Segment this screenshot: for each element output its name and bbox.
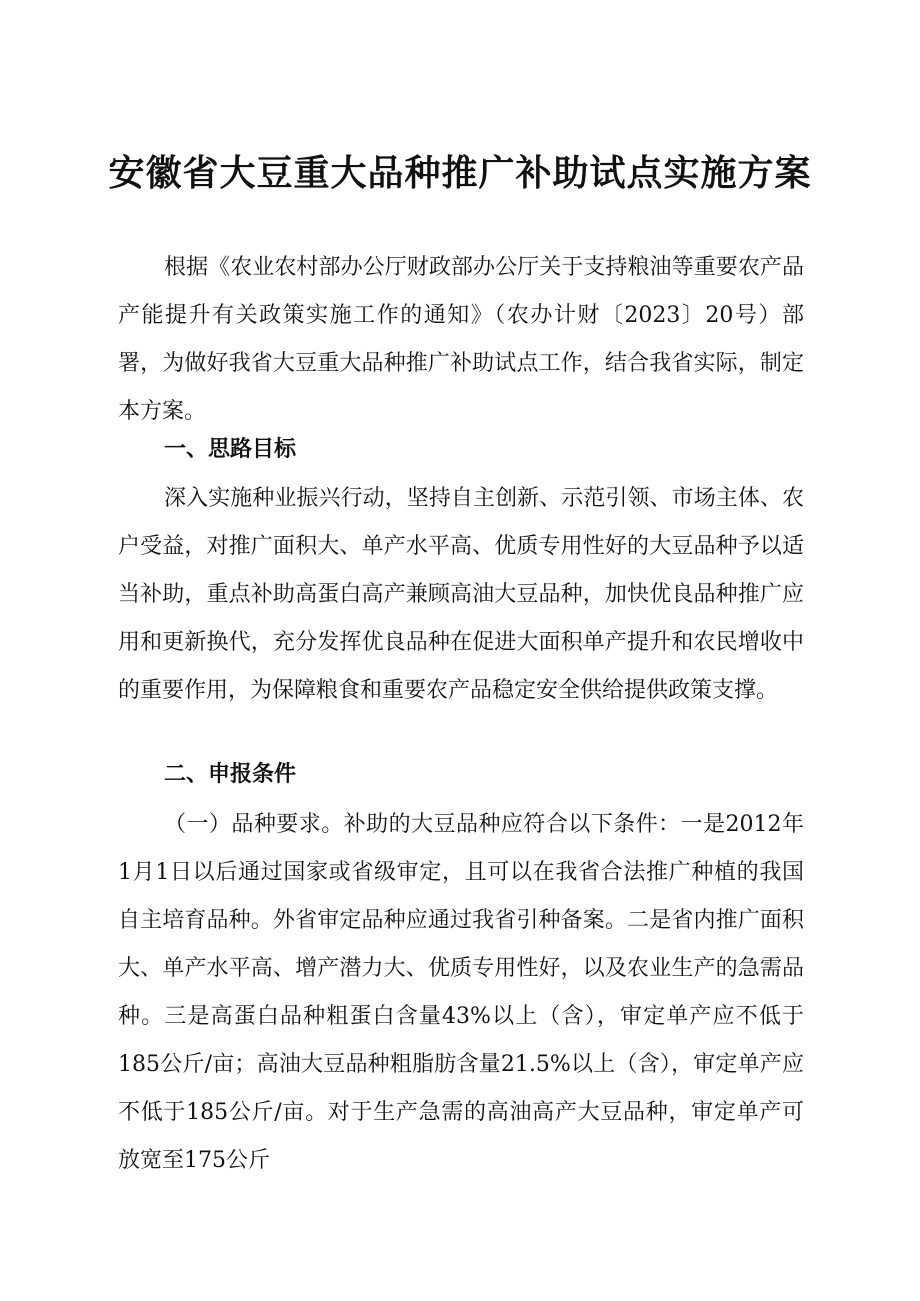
section-body-goals: 深入实施种业振兴行动，坚持自主创新、示范引领、市场主体、农户受益，对推广面积大、单产水平高、优质专用性好的大豆品种予以适当补助，重点补助高蛋白高产兼顾高油大豆品种，加快优良品种推广应用和更新换代，充分发挥优良品种在促进大面积单产提升和农民增收中的重要作用，为保障粮食和重要农产品稳定安全供给提供政策支撑。 [118,486,804,703]
intro-paragraph: 根据《农业农村部办公厅财政部办公厅关于支持粮油等重要农产品产能提升有关政策实施工作的通知》（农办计财〔2023〕20号）部署，为做好我省大豆重大品种推广补助试点工作，结合我省实际，制定本方案。 [118,255,804,424]
section-body-conditions: （一）品种要求。补助的大豆品种应符合以下条件：一是2012年1月1日以后通过国家或省级审定，且可以在我省合法推广种植的我国自主培育品种。外省审定品种应通过我省引种备案。二是省内推广面积大、单产水平高、增产潜力大、优质专用性好，以及农业生产的急需品种。三是高蛋白品种粗蛋白含量43%以上（含），审定单产应不低于185公斤/亩；高油大豆品种粗脂肪含量21.5%以上（含），审定单产应不低于185公斤/亩。对于生产急需的高油高产大豆品种，审定单产可放宽至175公斤 [118,812,804,1173]
document-title: 安徽省大豆重大品种推广补助试点实施方案 [108,153,812,194]
section-heading-goals: 一、思路目标 [164,437,297,462]
section-heading-conditions: 二、申报条件 [164,762,297,787]
